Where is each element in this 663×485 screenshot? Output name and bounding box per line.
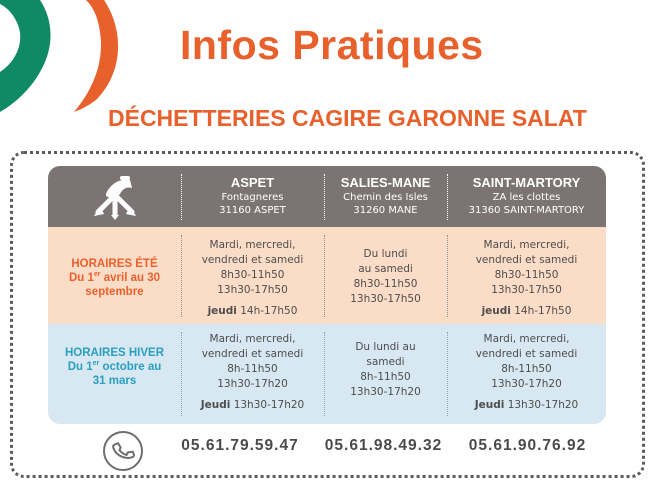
extra-day-hours: jeudi 14h-17h50 [207,305,298,317]
phone-aspet[interactable]: 05.61.79.59.47 [181,437,299,454]
days-text: samedi [366,356,405,368]
hours-text: 13h30-17h20 [350,386,421,398]
days-text: Du lundi [363,248,408,260]
phone-saint-martory[interactable]: 05.61.90.76.92 [468,437,587,454]
summer-hours-aspet [181,238,324,319]
extra-day-hours: jeudi 14h-17h50 [481,305,572,317]
summer-hours-row [48,227,606,324]
days-text: vendredi et samedi [475,348,578,360]
winter-hours-aspet [181,332,324,413]
hours-text: 13h30-17h20 [491,378,562,390]
hours-text: 8h-11h50 [227,363,278,375]
winter-hours-row [48,324,606,424]
schedule-table [48,166,606,424]
days-text: vendredi et samedi [201,254,304,266]
hours-text: 8h-11h50 [501,363,552,375]
hours-text: 8h30-11h50 [353,278,418,290]
page-subtitle: DÉCHETTERIES CAGIRE GARONNE SALAT [108,105,587,131]
days-text: vendredi et samedi [475,254,578,266]
days-text: Mardi, mercredi, [483,239,570,251]
hours-text: 8h-11h50 [360,371,411,383]
days-text: Mardi, mercredi, [209,333,296,345]
site-address-line2: 31260 MANE [353,205,418,216]
extra-day-hours: Jeudi 13h30-17h20 [474,399,579,411]
site-header-saint-martory [447,175,606,217]
winter-season-label [48,346,181,388]
season-period-end: 31 mars [92,375,137,387]
days-text: Mardi, mercredi, [483,333,570,345]
site-name: SAINT-MARTORY [472,175,581,190]
hours-text: 13h30-17h50 [491,284,562,296]
hours-text: 13h30-17h50 [217,284,288,296]
logo-swoosh [0,0,130,120]
recycling-icon-cell [48,174,181,222]
phone-salies-mane[interactable]: 05.61.98.49.32 [324,437,443,454]
table-header-row [48,166,606,227]
summer-season-label [48,257,181,299]
winter-hours-saint-martory [447,332,606,413]
site-name: ASPET [230,175,275,190]
site-header-aspet [181,175,324,217]
site-name: SALIES-MANE [340,175,431,190]
site-address-line2: 31360 SAINT-MARTORY [468,205,585,216]
hours-text: 13h30-17h20 [217,378,288,390]
site-address-line1: Fontagneres [221,192,284,203]
season-period: Du 1er octobre au [67,360,162,373]
season-period-end: septembre [85,286,144,298]
summer-hours-salies-mane [324,247,447,307]
site-address-line2: 31160 ASPET [219,205,286,216]
season-period: Du 1er avril au 30 [68,271,160,284]
days-text: Mardi, mercredi, [209,239,296,251]
phone-icon [103,431,143,471]
winter-hours-salies-mane [324,340,447,400]
days-text: vendredi et samedi [201,348,304,360]
season-title: HORAIRES ÉTÉ [71,258,158,270]
site-address-line1: Chemin des Isles [343,192,428,203]
days-text: Du lundi au [355,341,416,353]
hours-text: 13h30-17h50 [350,293,421,305]
season-title: HORAIRES HIVER [64,347,165,359]
site-header-salies-mane [324,175,447,217]
site-address-line1: ZA les clottes [492,192,561,203]
page-title: Infos Pratiques [180,22,484,68]
hand-recycling-icon [92,174,138,220]
extra-day-hours: Jeudi 13h30-17h20 [200,399,305,411]
hours-text: 8h30-11h50 [220,269,285,281]
days-text: au samedi [358,263,413,275]
summer-hours-saint-martory [447,238,606,319]
hours-text: 8h30-11h50 [494,269,559,281]
